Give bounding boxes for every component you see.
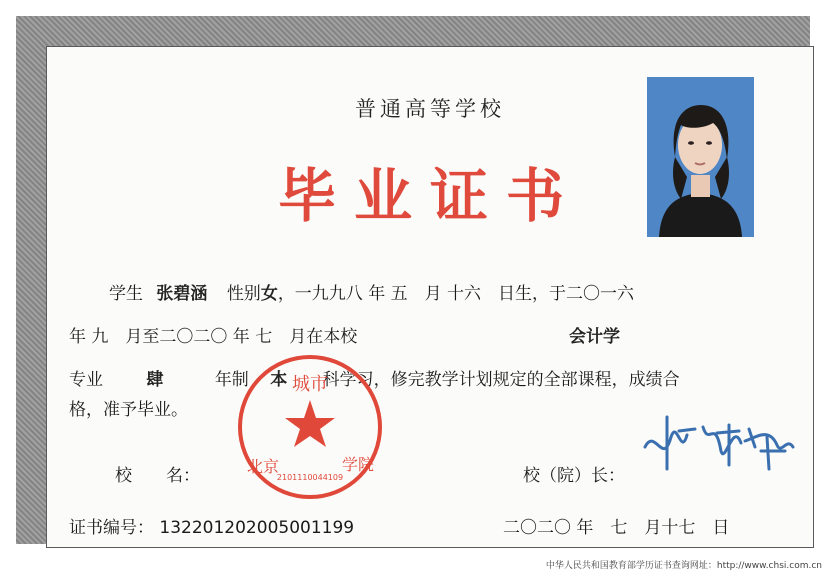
system-label: 年制: [214, 370, 249, 390]
school-seal: [235, 352, 385, 502]
svg-text:2101110044109: 2101110044109: [276, 473, 344, 482]
school-name-label: 校 名：: [115, 466, 200, 486]
issue-date: 二〇二〇 年 七 月十七 日: [503, 518, 730, 538]
student-photo: [647, 77, 754, 237]
degree-level: 本: [270, 370, 288, 390]
program-years: 肆: [146, 370, 164, 390]
major-name: 会计学: [569, 327, 620, 347]
president-signature: [637, 407, 797, 477]
student-name: 张碧涵: [156, 284, 208, 304]
student-label: 学生: [109, 284, 143, 304]
certificate-subtitle: 普通高等学校: [355, 97, 505, 121]
major-label: 专业: [69, 370, 103, 390]
certificate-number-label: 证书编号：: [69, 518, 154, 538]
student-gender: 女: [260, 284, 278, 304]
certificate-number-row: [69, 513, 354, 538]
birth-date-text: ，一九九八 年 五 月 十六 日生，于二〇一六: [277, 284, 635, 304]
certificate-body: [46, 46, 814, 548]
study-period: 年 九 月至二〇二〇 年 七 月在本校: [69, 327, 358, 347]
verification-url: 中华人民共和国教育部学历证书查询网址：http://www.chsi.com.cn: [545, 561, 822, 571]
line-1: [109, 279, 634, 304]
line-4: 格，准予毕业。: [69, 400, 188, 420]
gender-label: 性别: [226, 284, 261, 304]
president-label: 校（院）长：: [523, 466, 625, 486]
certificate-number: 132201202005001199: [159, 518, 355, 538]
study-completion-text: 科学习，修完教学计划规定的全部课程，成绩合: [322, 370, 680, 390]
certificate-border: [16, 16, 810, 544]
certificate-title: 毕业证书: [277, 162, 582, 230]
svg-text:学院: 学院: [341, 455, 375, 474]
line-2: [69, 322, 357, 347]
svg-text:城市: 城市: [292, 374, 328, 395]
svg-text:北京: 北京: [246, 457, 280, 476]
